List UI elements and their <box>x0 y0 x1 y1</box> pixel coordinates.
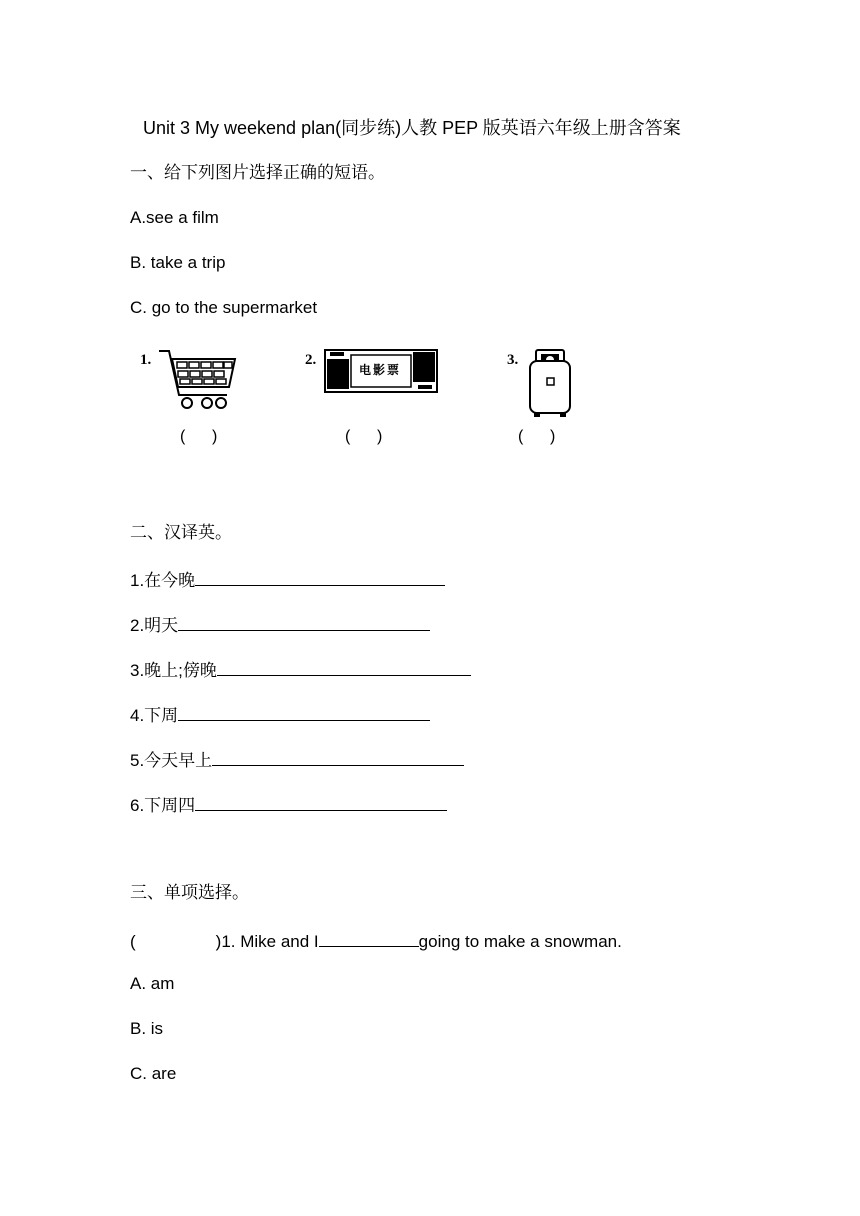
picture-3-number: 3. <box>507 352 519 368</box>
translate-item-label: 4.下周 <box>130 706 179 725</box>
question-1 <box>130 928 622 953</box>
translate-item-label: 3.晚上;傍晚 <box>130 661 217 680</box>
shopping-cart-icon <box>155 345 240 415</box>
translate-item-2 <box>130 612 430 637</box>
suitcase-icon <box>526 347 576 419</box>
question-blank[interactable] <box>319 928 419 947</box>
ticket-label: 电影票 <box>359 363 402 377</box>
movie-ticket-icon <box>324 349 438 393</box>
answer-paren-2[interactable]: ( ) <box>345 428 383 445</box>
translate-item-5 <box>130 747 464 772</box>
option-a: A.see a film <box>130 208 219 227</box>
picture-1-number: 1. <box>140 352 152 368</box>
answer-blank[interactable] <box>195 567 445 586</box>
choice-a: A. am <box>130 974 175 993</box>
answer-blank[interactable] <box>217 657 471 676</box>
answer-paren-1[interactable]: ( ) <box>180 428 218 445</box>
translate-item-4 <box>130 702 430 727</box>
question-open-paren: ( <box>130 932 136 951</box>
option-c: C. go to the supermarket <box>130 298 318 317</box>
option-b: B. take a trip <box>130 253 226 272</box>
translate-item-label: 5.今天早上 <box>130 751 213 770</box>
section1-heading: 一、给下列图片选择正确的短语。 <box>130 163 385 182</box>
translate-item-1 <box>130 567 445 592</box>
section3-heading: 三、单项选择。 <box>130 883 249 902</box>
choice-c: C. are <box>130 1064 177 1083</box>
choice-b: B. is <box>130 1019 164 1038</box>
translate-item-label: 6.下周四 <box>130 796 196 815</box>
answer-blank[interactable] <box>195 792 447 811</box>
translate-item-3 <box>130 657 471 682</box>
translate-item-6 <box>130 792 447 817</box>
question-text-after: going to make a snowman. <box>418 932 622 951</box>
picture-2-number: 2. <box>305 352 317 368</box>
section2-heading: 二、汉译英。 <box>130 523 232 542</box>
answer-blank[interactable] <box>212 747 464 766</box>
answer-blank[interactable] <box>178 612 430 631</box>
question-text: )1. Mike and I <box>215 932 319 951</box>
answer-paren-3[interactable]: ( ) <box>518 428 556 445</box>
translate-item-label: 1.在今晚 <box>130 571 196 590</box>
translate-item-label: 2.明天 <box>130 616 179 635</box>
page-title: Unit 3 My weekend plan(同步练)人教 PEP 版英语六年级上册含答案 <box>143 118 681 138</box>
answer-blank[interactable] <box>178 702 430 721</box>
